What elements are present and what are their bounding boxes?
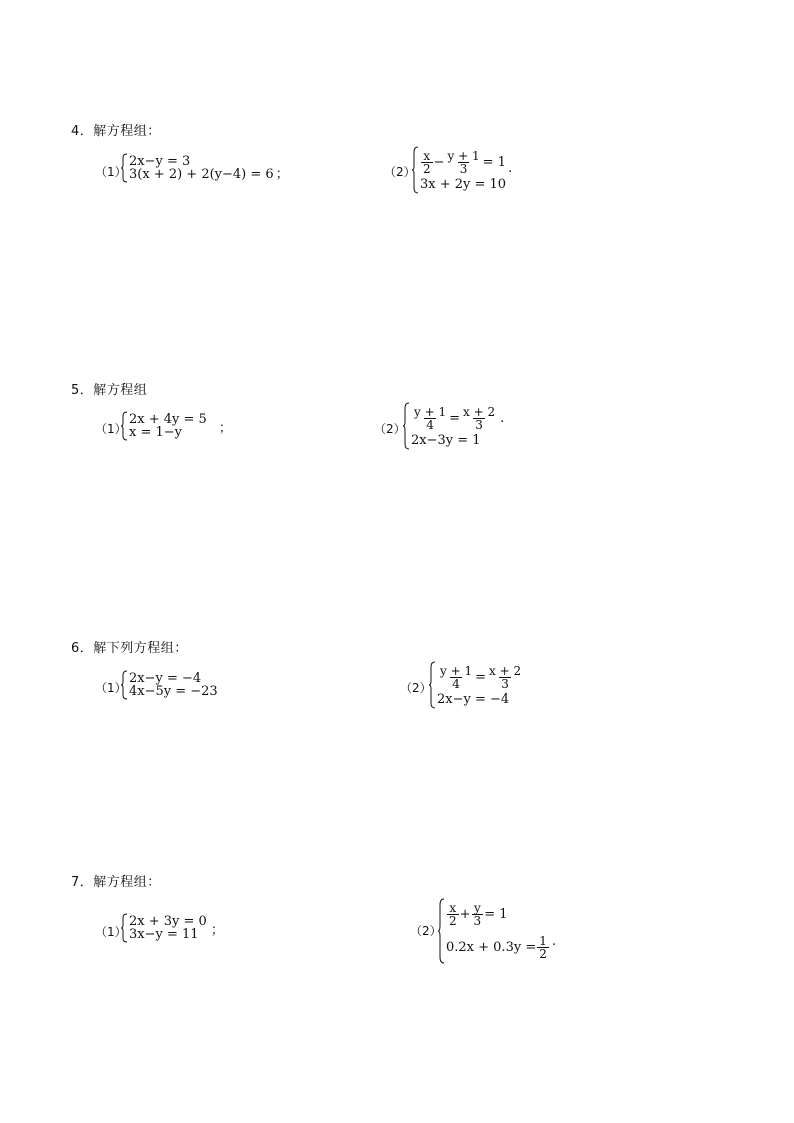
problem-5-part-1-system [120,411,232,441]
problem-6-part-2-system [428,661,524,709]
fraction: $\frac{y + 1}{4}$ [440,663,473,691]
problem-5-part-2-system [402,402,504,450]
brace-icon [437,898,445,964]
problem-7-heading: 7．解方程组： [71,875,161,890]
equation-1: $\frac{x}{2}$ + $\frac{y}{3}$ = 1 [449,901,508,928]
fraction: $\frac{y + 1}{3}$ [447,148,480,176]
problem-6-part-1-number: （1） [95,681,127,695]
fraction: $\frac{y + 1}{4}$ [414,404,447,432]
problem-4-part-2-system [411,146,512,194]
period: . [508,161,513,176]
problem-4-part-1-system [120,153,289,183]
fraction: $\frac{1}{2}$ [539,934,547,961]
brace-icon [120,153,128,183]
problem-4-heading: 4．解方程组： [71,124,161,139]
problem-5-heading: 5．解方程组 [71,383,148,398]
fraction: $\frac{x}{2}$ [449,901,457,928]
equation-2: 3x + 2y = 10 [420,176,507,192]
equation-1: $\frac{y + 1}{4}$ = $\frac{x + 2}{3}$ [440,663,522,691]
problem-7-part-1-number: （1） [95,925,127,939]
problem-6-part-2-number: （2） [400,681,432,695]
brace-icon [411,146,419,194]
problem-5-part-1-number: （1） [95,422,127,436]
semicolon: ； [210,922,224,938]
equation-1: $\frac{x}{2}$ − $\frac{y + 1}{3}$ = 1 [423,148,506,176]
brace-icon [402,402,410,450]
equation-2: x = 1−y [129,425,182,440]
fraction: $\frac{x}{2}$ [423,148,431,176]
equation-1: 2x + 3y = 0 [129,914,207,929]
problem-7-part-2-number: （2） [410,924,442,938]
brace-icon [120,411,128,441]
equation-1: $\frac{y + 1}{4}$ = $\frac{x + 2}{3}$ . [414,404,505,432]
equation-2: 0.2x + 0.3y = $\frac{1}{2}$ . [446,934,556,961]
equation-2: 3(x + 2) + 2(y−4) = 6 ； [129,167,289,182]
problem-6-part-1-system [120,670,218,700]
brace-icon [120,670,128,700]
problem-7-part-2-system [437,898,556,964]
equation-2: 2x−3y = 1 [411,432,481,448]
fraction: $\frac{y}{3}$ [473,901,482,928]
semicolon: ； [218,420,232,436]
problem-4-part-2-number: （2） [384,165,416,179]
equation-2: 4x−5y = −23 [129,684,218,699]
problem-4-part-1-number: （1） [95,165,127,179]
problem-7-part-1-system [120,913,224,943]
equation-1: 2x−y = 3 [129,154,191,169]
equation-1: 2x−y = −4 [129,671,202,686]
equation-2: 2x−y = −4 [437,691,510,707]
period: . [551,934,556,949]
brace-icon [120,913,128,943]
problem-5-part-2-number: （2） [374,422,406,436]
brace-icon [428,661,436,709]
fraction: $\frac{x + 2}{3}$ [463,404,496,432]
fraction: $\frac{x + 2}{3}$ [489,663,522,691]
problem-6-heading: 6．解下列方程组： [71,641,188,656]
equation-1: 2x + 4y = 5 [129,412,207,427]
period: . [500,410,505,426]
equation-2: 3x−y = 11 [129,927,199,942]
